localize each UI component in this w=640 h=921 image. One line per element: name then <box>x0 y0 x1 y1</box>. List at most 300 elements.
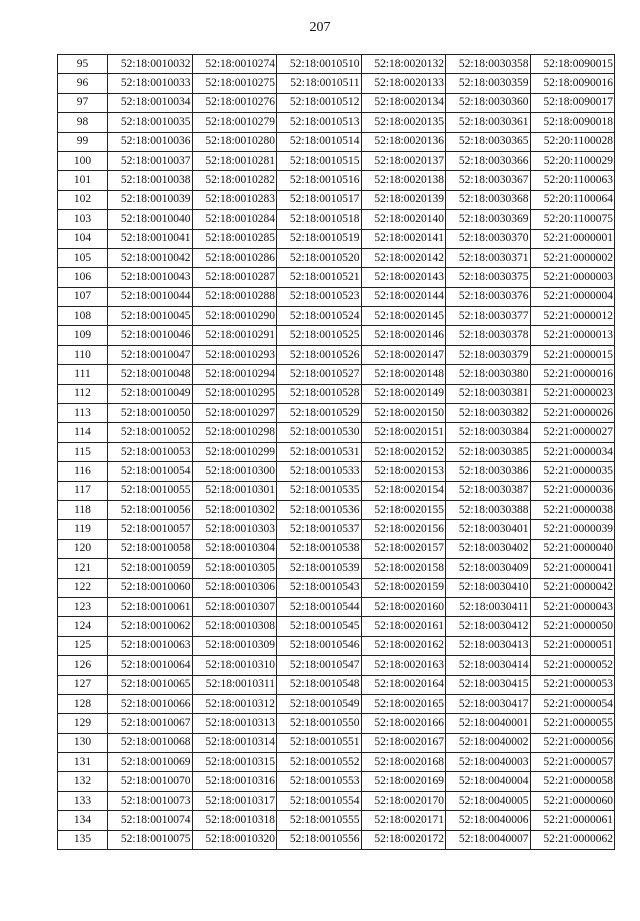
cadastral-number-cell: 52:18:0010555 <box>277 811 362 830</box>
row-number-cell: 101 <box>58 171 108 190</box>
row-number-cell: 133 <box>58 791 108 810</box>
cadastral-number-cell: 52:18:0010279 <box>192 113 277 132</box>
cadastral-number-cell: 52:21:0000026 <box>530 404 615 423</box>
cadastral-number-cell: 52:18:0010061 <box>108 597 193 616</box>
cadastral-number-cell: 52:18:0010550 <box>277 714 362 733</box>
table-row <box>58 636 615 655</box>
cadastral-number-cell: 52:18:0020143 <box>361 268 446 287</box>
cadastral-number-cell: 52:18:0010038 <box>108 171 193 190</box>
cadastral-number-cell: 52:18:0010276 <box>192 93 277 112</box>
table-row <box>58 384 615 403</box>
cadastral-number-cell: 52:18:0010547 <box>277 656 362 675</box>
cadastral-number-cell: 52:18:0010050 <box>108 404 193 423</box>
cadastral-number-cell: 52:21:0000055 <box>530 714 615 733</box>
cadastral-number-cell: 52:18:0030365 <box>446 132 531 151</box>
cadastral-number-cell: 52:18:0010052 <box>108 423 193 442</box>
cadastral-number-cell: 52:18:0030367 <box>446 171 531 190</box>
cadastral-number-cell: 52:18:0020146 <box>361 326 446 345</box>
row-number-cell: 124 <box>58 617 108 636</box>
table-row <box>58 753 615 772</box>
row-number-cell: 134 <box>58 811 108 830</box>
cadastral-number-cell: 52:18:0010053 <box>108 442 193 461</box>
cadastral-number-cell: 52:18:0020170 <box>361 791 446 810</box>
row-number-cell: 123 <box>58 597 108 616</box>
cadastral-number-cell: 52:18:0010297 <box>192 404 277 423</box>
table-row <box>58 462 615 481</box>
cadastral-number-cell: 52:18:0010548 <box>277 675 362 694</box>
cadastral-number-cell: 52:21:0000034 <box>530 442 615 461</box>
table-row <box>58 132 615 151</box>
cadastral-number-cell: 52:18:0020135 <box>361 113 446 132</box>
cadastral-number-cell: 52:18:0010287 <box>192 268 277 287</box>
row-number-cell: 116 <box>58 462 108 481</box>
table-row <box>58 307 615 326</box>
cadastral-number-cell: 52:18:0040001 <box>446 714 531 733</box>
table-row <box>58 500 615 519</box>
cadastral-number-cell: 52:18:0010531 <box>277 442 362 461</box>
cadastral-number-cell: 52:21:0000039 <box>530 520 615 539</box>
cadastral-number-cell: 52:18:0010529 <box>277 404 362 423</box>
cadastral-number-cell: 52:18:0030415 <box>446 675 531 694</box>
cadastral-number-cell: 52:18:0010301 <box>192 481 277 500</box>
table-row <box>58 539 615 558</box>
cadastral-number-cell: 52:18:0010546 <box>277 636 362 655</box>
cadastral-number-cell: 52:18:0030401 <box>446 520 531 539</box>
cadastral-number-cell: 52:20:1100029 <box>530 151 615 170</box>
cadastral-number-cell: 52:18:0010283 <box>192 190 277 209</box>
cadastral-number-cell: 52:21:0000061 <box>530 811 615 830</box>
cadastral-number-cell: 52:18:0030409 <box>446 559 531 578</box>
row-number-cell: 97 <box>58 93 108 112</box>
cadastral-number-cell: 52:18:0010075 <box>108 830 193 849</box>
table-row <box>58 830 615 849</box>
table-row <box>58 791 615 810</box>
cadastral-numbers-table <box>57 54 615 850</box>
cadastral-number-cell: 52:21:0000015 <box>530 345 615 364</box>
cadastral-number-cell: 52:21:0000001 <box>530 229 615 248</box>
cadastral-number-cell: 52:21:0000012 <box>530 307 615 326</box>
row-number-cell: 102 <box>58 190 108 209</box>
row-number-cell: 122 <box>58 578 108 597</box>
table-row <box>58 520 615 539</box>
table-row <box>58 811 615 830</box>
cadastral-number-cell: 52:18:0030402 <box>446 539 531 558</box>
cadastral-number-cell: 52:18:0020140 <box>361 210 446 229</box>
table-body <box>58 55 615 850</box>
cadastral-number-cell: 52:21:0000043 <box>530 597 615 616</box>
cadastral-number-cell: 52:18:0010512 <box>277 93 362 112</box>
cadastral-number-cell: 52:18:0010527 <box>277 365 362 384</box>
cadastral-number-cell: 52:18:0030412 <box>446 617 531 636</box>
cadastral-number-cell: 52:21:0000038 <box>530 500 615 519</box>
cadastral-number-cell: 52:18:0010040 <box>108 210 193 229</box>
table-row <box>58 714 615 733</box>
row-number-cell: 108 <box>58 307 108 326</box>
cadastral-number-cell: 52:18:0020155 <box>361 500 446 519</box>
table-row <box>58 326 615 345</box>
cadastral-number-cell: 52:18:0010290 <box>192 307 277 326</box>
table-row <box>58 287 615 306</box>
row-number-cell: 128 <box>58 694 108 713</box>
cadastral-number-cell: 52:18:0010536 <box>277 500 362 519</box>
cadastral-number-cell: 52:18:0010057 <box>108 520 193 539</box>
cadastral-number-cell: 52:21:0000023 <box>530 384 615 403</box>
cadastral-number-cell: 52:18:0020132 <box>361 55 446 74</box>
table-row <box>58 171 615 190</box>
cadastral-number-cell: 52:18:0020171 <box>361 811 446 830</box>
cadastral-number-cell: 52:18:0040005 <box>446 791 531 810</box>
cadastral-number-cell: 52:21:0000062 <box>530 830 615 849</box>
table-row <box>58 578 615 597</box>
row-number-cell: 109 <box>58 326 108 345</box>
row-number-cell: 119 <box>58 520 108 539</box>
row-number-cell: 115 <box>58 442 108 461</box>
cadastral-number-cell: 52:21:0000036 <box>530 481 615 500</box>
cadastral-number-cell: 52:18:0010299 <box>192 442 277 461</box>
table-row <box>58 597 615 616</box>
row-number-cell: 135 <box>58 830 108 849</box>
cadastral-number-cell: 52:18:0030358 <box>446 55 531 74</box>
cadastral-number-cell: 52:18:0010513 <box>277 113 362 132</box>
cadastral-number-cell: 52:18:0010315 <box>192 753 277 772</box>
cadastral-number-cell: 52:18:0010538 <box>277 539 362 558</box>
cadastral-number-cell: 52:18:0010049 <box>108 384 193 403</box>
row-number-cell: 129 <box>58 714 108 733</box>
cadastral-number-cell: 52:18:0090016 <box>530 74 615 93</box>
cadastral-number-cell: 52:18:0020168 <box>361 753 446 772</box>
cadastral-number-cell: 52:20:1100028 <box>530 132 615 151</box>
cadastral-number-cell: 52:18:0020152 <box>361 442 446 461</box>
cadastral-number-cell: 52:18:0010070 <box>108 772 193 791</box>
cadastral-number-cell: 52:18:0030381 <box>446 384 531 403</box>
cadastral-number-cell: 52:18:0010065 <box>108 675 193 694</box>
cadastral-number-cell: 52:18:0020144 <box>361 287 446 306</box>
cadastral-number-cell: 52:18:0010280 <box>192 132 277 151</box>
cadastral-number-cell: 52:18:0010519 <box>277 229 362 248</box>
cadastral-number-cell: 52:18:0030360 <box>446 93 531 112</box>
cadastral-number-cell: 52:18:0020142 <box>361 248 446 267</box>
cadastral-number-cell: 52:18:0010045 <box>108 307 193 326</box>
cadastral-number-cell: 52:18:0010298 <box>192 423 277 442</box>
cadastral-number-cell: 52:21:0000057 <box>530 753 615 772</box>
cadastral-number-cell: 52:18:0010318 <box>192 811 277 830</box>
cadastral-number-cell: 52:18:0010043 <box>108 268 193 287</box>
cadastral-number-cell: 52:18:0020150 <box>361 404 446 423</box>
cadastral-number-cell: 52:18:0010549 <box>277 694 362 713</box>
cadastral-number-cell: 52:18:0010313 <box>192 714 277 733</box>
cadastral-number-cell: 52:18:0010300 <box>192 462 277 481</box>
row-number-cell: 126 <box>58 656 108 675</box>
cadastral-number-cell: 52:18:0020154 <box>361 481 446 500</box>
cadastral-number-cell: 52:18:0010528 <box>277 384 362 403</box>
table-row <box>58 190 615 209</box>
cadastral-number-cell: 52:18:0020134 <box>361 93 446 112</box>
cadastral-number-cell: 52:18:0010545 <box>277 617 362 636</box>
cadastral-number-cell: 52:18:0030368 <box>446 190 531 209</box>
cadastral-number-cell: 52:18:0030410 <box>446 578 531 597</box>
cadastral-number-cell: 52:18:0010554 <box>277 791 362 810</box>
cadastral-number-cell: 52:18:0010042 <box>108 248 193 267</box>
cadastral-number-cell: 52:18:0010312 <box>192 694 277 713</box>
table-row <box>58 113 615 132</box>
cadastral-number-cell: 52:18:0010281 <box>192 151 277 170</box>
cadastral-number-cell: 52:18:0010282 <box>192 171 277 190</box>
cadastral-number-cell: 52:18:0020162 <box>361 636 446 655</box>
table-row <box>58 423 615 442</box>
cadastral-number-cell: 52:18:0040006 <box>446 811 531 830</box>
cadastral-number-cell: 52:18:0010514 <box>277 132 362 151</box>
cadastral-number-cell: 52:18:0090015 <box>530 55 615 74</box>
cadastral-number-cell: 52:18:0010067 <box>108 714 193 733</box>
cadastral-number-cell: 52:18:0020141 <box>361 229 446 248</box>
table-row <box>58 442 615 461</box>
table-row <box>58 365 615 384</box>
cadastral-number-cell: 52:18:0010539 <box>277 559 362 578</box>
cadastral-number-cell: 52:18:0020161 <box>361 617 446 636</box>
cadastral-number-cell: 52:18:0040004 <box>446 772 531 791</box>
cadastral-number-cell: 52:18:0010037 <box>108 151 193 170</box>
cadastral-number-cell: 52:21:0000051 <box>530 636 615 655</box>
cadastral-number-cell: 52:18:0030361 <box>446 113 531 132</box>
cadastral-number-cell: 52:18:0010302 <box>192 500 277 519</box>
cadastral-number-cell: 52:18:0030411 <box>446 597 531 616</box>
cadastral-number-cell: 52:21:0000013 <box>530 326 615 345</box>
cadastral-number-cell: 52:18:0030380 <box>446 365 531 384</box>
cadastral-number-cell: 52:18:0010310 <box>192 656 277 675</box>
cadastral-number-cell: 52:18:0020169 <box>361 772 446 791</box>
row-number-cell: 132 <box>58 772 108 791</box>
cadastral-number-cell: 52:20:1100075 <box>530 210 615 229</box>
cadastral-number-cell: 52:18:0010303 <box>192 520 277 539</box>
table-row <box>58 694 615 713</box>
cadastral-number-cell: 52:18:0030385 <box>446 442 531 461</box>
cadastral-number-cell: 52:21:0000002 <box>530 248 615 267</box>
table-row <box>58 268 615 287</box>
cadastral-number-cell: 52:18:0010054 <box>108 462 193 481</box>
cadastral-number-cell: 52:18:0010311 <box>192 675 277 694</box>
row-number-cell: 106 <box>58 268 108 287</box>
cadastral-number-cell: 52:21:0000016 <box>530 365 615 384</box>
table-row <box>58 656 615 675</box>
cadastral-number-cell: 52:18:0030375 <box>446 268 531 287</box>
cadastral-number-cell: 52:18:0030414 <box>446 656 531 675</box>
cadastral-number-cell: 52:18:0020137 <box>361 151 446 170</box>
cadastral-number-cell: 52:18:0020149 <box>361 384 446 403</box>
table-row <box>58 559 615 578</box>
cadastral-number-cell: 52:18:0020153 <box>361 462 446 481</box>
row-number-cell: 121 <box>58 559 108 578</box>
table-row <box>58 55 615 74</box>
cadastral-number-cell: 52:18:0030359 <box>446 74 531 93</box>
table-row <box>58 210 615 229</box>
cadastral-number-cell: 52:18:0030384 <box>446 423 531 442</box>
row-number-cell: 111 <box>58 365 108 384</box>
cadastral-number-cell: 52:18:0020163 <box>361 656 446 675</box>
cadastral-number-cell: 52:18:0010511 <box>277 74 362 93</box>
table-row <box>58 404 615 423</box>
cadastral-number-cell: 52:18:0010288 <box>192 287 277 306</box>
row-number-cell: 103 <box>58 210 108 229</box>
cadastral-number-cell: 52:18:0010046 <box>108 326 193 345</box>
table-row <box>58 93 615 112</box>
cadastral-number-cell: 52:18:0010533 <box>277 462 362 481</box>
cadastral-number-cell: 52:18:0010294 <box>192 365 277 384</box>
cadastral-number-cell: 52:18:0010041 <box>108 229 193 248</box>
cadastral-number-cell: 52:18:0020166 <box>361 714 446 733</box>
row-number-cell: 99 <box>58 132 108 151</box>
cadastral-number-cell: 52:18:0030376 <box>446 287 531 306</box>
cadastral-number-cell: 52:18:0030378 <box>446 326 531 345</box>
cadastral-number-cell: 52:18:0010275 <box>192 74 277 93</box>
cadastral-number-cell: 52:20:1100063 <box>530 171 615 190</box>
cadastral-number-cell: 52:18:0010068 <box>108 733 193 752</box>
cadastral-number-cell: 52:18:0020148 <box>361 365 446 384</box>
cadastral-number-cell: 52:18:0030417 <box>446 694 531 713</box>
cadastral-number-cell: 52:18:0010047 <box>108 345 193 364</box>
cadastral-number-cell: 52:18:0010036 <box>108 132 193 151</box>
row-number-cell: 100 <box>58 151 108 170</box>
cadastral-number-cell: 52:21:0000041 <box>530 559 615 578</box>
cadastral-number-cell: 52:18:0010073 <box>108 791 193 810</box>
cadastral-number-cell: 52:21:0000056 <box>530 733 615 752</box>
cadastral-number-cell: 52:18:0030379 <box>446 345 531 364</box>
cadastral-number-cell: 52:18:0010058 <box>108 539 193 558</box>
cadastral-number-cell: 52:21:0000054 <box>530 694 615 713</box>
cadastral-number-cell: 52:18:0010556 <box>277 830 362 849</box>
cadastral-number-cell: 52:18:0010293 <box>192 345 277 364</box>
cadastral-number-cell: 52:21:0000004 <box>530 287 615 306</box>
cadastral-number-cell: 52:18:0010553 <box>277 772 362 791</box>
cadastral-number-cell: 52:18:0010551 <box>277 733 362 752</box>
row-number-cell: 104 <box>58 229 108 248</box>
cadastral-number-cell: 52:18:0040002 <box>446 733 531 752</box>
row-number-cell: 112 <box>58 384 108 403</box>
cadastral-number-cell: 52:18:0010064 <box>108 656 193 675</box>
row-number-cell: 95 <box>58 55 108 74</box>
cadastral-number-cell: 52:18:0030371 <box>446 248 531 267</box>
cadastral-number-cell: 52:18:0010295 <box>192 384 277 403</box>
cadastral-number-cell: 52:18:0020145 <box>361 307 446 326</box>
cadastral-number-cell: 52:18:0010320 <box>192 830 277 849</box>
cadastral-number-cell: 52:18:0040007 <box>446 830 531 849</box>
cadastral-number-cell: 52:18:0010526 <box>277 345 362 364</box>
cadastral-number-cell: 52:18:0010060 <box>108 578 193 597</box>
cadastral-number-cell: 52:21:0000040 <box>530 539 615 558</box>
cadastral-number-cell: 52:18:0020147 <box>361 345 446 364</box>
cadastral-number-cell: 52:18:0020167 <box>361 733 446 752</box>
cadastral-number-cell: 52:18:0010515 <box>277 151 362 170</box>
cadastral-number-cell: 52:18:0010525 <box>277 326 362 345</box>
table-row <box>58 151 615 170</box>
cadastral-number-cell: 52:18:0090018 <box>530 113 615 132</box>
cadastral-number-cell: 52:18:0010520 <box>277 248 362 267</box>
cadastral-number-cell: 52:18:0010285 <box>192 229 277 248</box>
cadastral-number-cell: 52:18:0010066 <box>108 694 193 713</box>
cadastral-number-cell: 52:18:0030366 <box>446 151 531 170</box>
cadastral-number-cell: 52:18:0010055 <box>108 481 193 500</box>
row-number-cell: 125 <box>58 636 108 655</box>
cadastral-number-cell: 52:21:0000003 <box>530 268 615 287</box>
table-row <box>58 772 615 791</box>
cadastral-number-cell: 52:21:0000042 <box>530 578 615 597</box>
row-number-cell: 117 <box>58 481 108 500</box>
cadastral-number-cell: 52:18:0020136 <box>361 132 446 151</box>
page-number: 207 <box>309 20 331 35</box>
cadastral-number-cell: 52:18:0010056 <box>108 500 193 519</box>
row-number-cell: 120 <box>58 539 108 558</box>
cadastral-number-cell: 52:18:0010284 <box>192 210 277 229</box>
cadastral-number-cell: 52:18:0030387 <box>446 481 531 500</box>
cadastral-number-cell: 52:18:0010044 <box>108 287 193 306</box>
cadastral-number-cell: 52:18:0010510 <box>277 55 362 74</box>
table-row <box>58 345 615 364</box>
cadastral-number-cell: 52:18:0010316 <box>192 772 277 791</box>
cadastral-number-cell: 52:18:0010524 <box>277 307 362 326</box>
cadastral-number-cell: 52:18:0040003 <box>446 753 531 772</box>
cadastral-number-cell: 52:18:0010074 <box>108 811 193 830</box>
cadastral-number-cell: 52:18:0020151 <box>361 423 446 442</box>
cadastral-number-cell: 52:18:0010314 <box>192 733 277 752</box>
cadastral-number-cell: 52:18:0010034 <box>108 93 193 112</box>
cadastral-number-cell: 52:18:0010535 <box>277 481 362 500</box>
cadastral-number-cell: 52:18:0010032 <box>108 55 193 74</box>
cadastral-number-cell: 52:18:0020164 <box>361 675 446 694</box>
cadastral-number-cell: 52:21:0000052 <box>530 656 615 675</box>
table-row <box>58 74 615 93</box>
cadastral-number-cell: 52:18:0010317 <box>192 791 277 810</box>
cadastral-number-cell: 52:18:0010537 <box>277 520 362 539</box>
cadastral-number-cell: 52:18:0010048 <box>108 365 193 384</box>
cadastral-number-cell: 52:18:0010523 <box>277 287 362 306</box>
table-row <box>58 248 615 267</box>
cadastral-number-cell: 52:18:0030382 <box>446 404 531 423</box>
cadastral-number-cell: 52:18:0030377 <box>446 307 531 326</box>
cadastral-number-cell: 52:18:0010516 <box>277 171 362 190</box>
cadastral-number-cell: 52:21:0000027 <box>530 423 615 442</box>
cadastral-number-cell: 52:18:0010517 <box>277 190 362 209</box>
cadastral-number-cell: 52:18:0010530 <box>277 423 362 442</box>
cadastral-number-cell: 52:18:0010286 <box>192 248 277 267</box>
cadastral-number-cell: 52:21:0000060 <box>530 791 615 810</box>
row-number-cell: 113 <box>58 404 108 423</box>
cadastral-number-cell: 52:18:0010039 <box>108 190 193 209</box>
cadastral-number-cell: 52:18:0020160 <box>361 597 446 616</box>
row-number-cell: 127 <box>58 675 108 694</box>
row-number-cell: 118 <box>58 500 108 519</box>
cadastral-number-cell: 52:20:1100064 <box>530 190 615 209</box>
cadastral-number-cell: 52:18:0020157 <box>361 539 446 558</box>
row-number-cell: 110 <box>58 345 108 364</box>
row-number-cell: 131 <box>58 753 108 772</box>
table-row <box>58 481 615 500</box>
cadastral-number-cell: 52:18:0010069 <box>108 753 193 772</box>
cadastral-number-cell: 52:18:0010544 <box>277 597 362 616</box>
row-number-cell: 105 <box>58 248 108 267</box>
table-row <box>58 675 615 694</box>
cadastral-number-cell: 52:18:0010306 <box>192 578 277 597</box>
cadastral-number-cell: 52:18:0020139 <box>361 190 446 209</box>
cadastral-number-cell: 52:18:0010063 <box>108 636 193 655</box>
cadastral-number-cell: 52:18:0030369 <box>446 210 531 229</box>
cadastral-number-cell: 52:18:0010307 <box>192 597 277 616</box>
cadastral-number-cell: 52:18:0020172 <box>361 830 446 849</box>
cadastral-number-cell: 52:21:0000035 <box>530 462 615 481</box>
cadastral-number-cell: 52:18:0010291 <box>192 326 277 345</box>
table-row <box>58 733 615 752</box>
cadastral-number-cell: 52:18:0090017 <box>530 93 615 112</box>
table-row <box>58 617 615 636</box>
cadastral-number-cell: 52:18:0010062 <box>108 617 193 636</box>
